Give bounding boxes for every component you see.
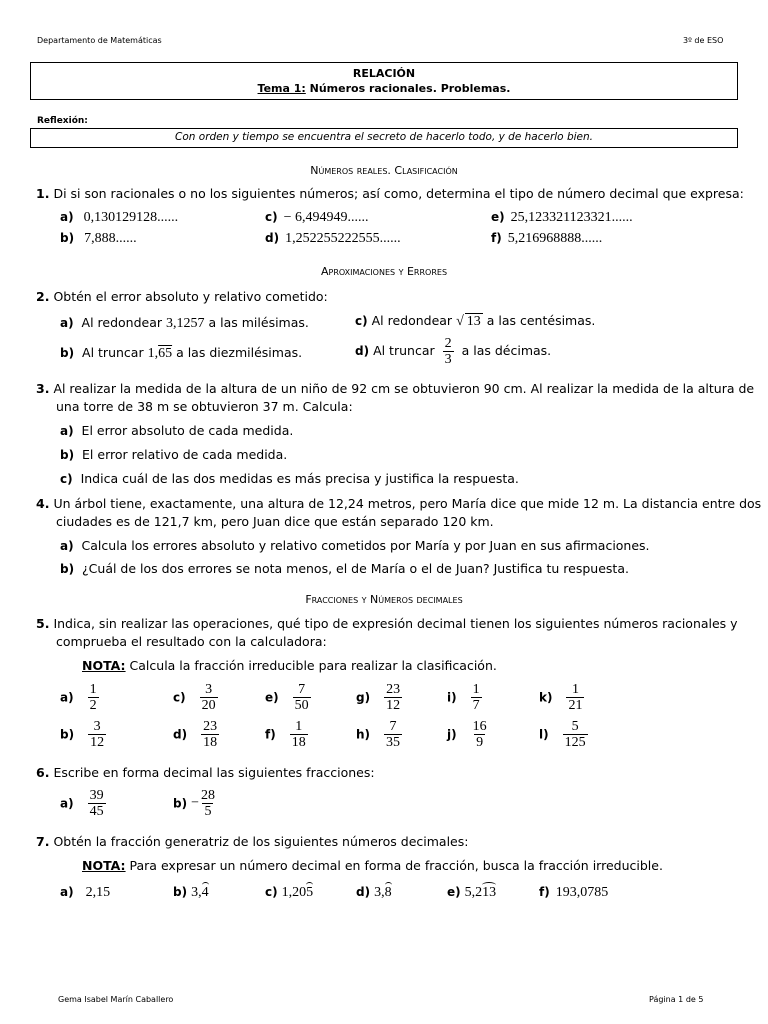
item-value: 3, — [374, 885, 385, 900]
denominator: 35 — [386, 735, 401, 750]
q4-item-b — [60, 561, 629, 576]
item-value: 1,20 — [281, 885, 307, 900]
question-4 — [36, 496, 761, 511]
title-main: RELACIÓN — [352, 67, 416, 80]
q5-fraction-item — [60, 682, 99, 713]
repeating-digits: 65 — [158, 346, 173, 361]
q5-fraction-item — [356, 682, 402, 713]
q5-fraction-item — [539, 682, 584, 713]
item-label: a) — [60, 316, 74, 330]
q3-text-line1: Al realizar la medida de la altura de un niño de 92 cm se obtuvieron 90 cm. Al realizar la medida de la altura de — [53, 381, 755, 396]
title-topic — [31, 82, 737, 95]
q2-item-c: c) Al redondear √ 13 a las centésimas. — [355, 313, 596, 329]
header-course: 3º de ESO — [683, 36, 724, 45]
q3-item-b — [60, 447, 287, 462]
q4-item-a — [60, 538, 650, 553]
numerator: 2 — [444, 336, 452, 351]
repeating-digits: 8 — [384, 885, 392, 900]
q4-text-line1: Un árbol tiene, exactamente, una altura de 12,24 metros, pero María dice que mide 12 m. La distancia entre dos — [53, 496, 762, 511]
question-1 — [36, 186, 744, 201]
item-label: a) — [60, 690, 74, 705]
section-title-approximations: Aproximaciones y Errores — [320, 265, 448, 278]
q7-note — [82, 858, 663, 873]
q5-fraction-item — [60, 719, 106, 750]
item-label: a) — [60, 424, 74, 438]
note-label: NOTA: — [82, 658, 126, 673]
item-text: Al truncar — [373, 343, 435, 358]
item-label: c) — [265, 885, 278, 899]
item-label: l) — [539, 727, 549, 742]
numerator: 3 — [205, 682, 213, 697]
item-label: b) — [60, 448, 75, 462]
item-text: Calcula los errores absoluto y relativo cometidos por María y por Juan en sus afirmaciones. — [81, 538, 650, 553]
reflexion-label: Reflexión: — [37, 116, 88, 126]
q6-item-a — [60, 788, 106, 819]
item-value: 1, — [147, 346, 159, 361]
q5-fraction-item — [447, 719, 489, 750]
denominator: 21 — [568, 698, 583, 713]
q1-item-b — [60, 230, 137, 247]
q3-item-c — [60, 471, 519, 486]
numerator: 7 — [389, 719, 397, 734]
q7-item-b — [173, 884, 209, 901]
fraction — [293, 682, 311, 713]
repeating-digits: 5 — [306, 885, 314, 900]
item-text: a las diezmilésimas. — [176, 345, 303, 360]
item-text: Al truncar — [82, 345, 144, 360]
denominator: 2 — [89, 698, 97, 713]
q5-text-line2: comprueba el resultado con la calculadora: — [56, 634, 327, 649]
q5-fraction-item — [447, 682, 482, 713]
item-label: e) — [265, 690, 279, 705]
numerator: 1 — [89, 682, 97, 697]
fraction — [88, 788, 106, 819]
question-2 — [36, 289, 328, 304]
numerator: 5 — [571, 719, 579, 734]
item-label: b) — [60, 727, 75, 742]
q3-text-line2: una torre de 38 m se obtuvieron 37 m. Calcula: — [56, 399, 353, 414]
fraction — [384, 682, 402, 713]
footer-author: Gema Isabel Marín Caballero — [58, 995, 174, 1004]
item-label: f) — [265, 727, 276, 742]
item-label: c) — [60, 472, 73, 486]
item-text: a las décimas. — [461, 343, 552, 358]
denominator: 45 — [89, 804, 104, 819]
q5-fraction-item — [173, 719, 219, 750]
item-label: a) — [60, 796, 74, 811]
item-text: El error absoluto de cada medida. — [81, 423, 294, 438]
title-box — [30, 62, 738, 100]
denominator: 50 — [294, 698, 309, 713]
topic-text: Números racionales. Problemas. — [305, 82, 511, 95]
item-label: d) — [355, 344, 370, 358]
item-label: b) — [173, 885, 188, 899]
q1-item-e — [491, 209, 633, 226]
item-label: h) — [356, 727, 371, 742]
item-label: a) — [60, 885, 74, 899]
header-department: Departamento de Matemáticas — [37, 36, 162, 45]
item-text: a las centésimas. — [486, 313, 596, 328]
q7-text: Obtén la fracción generatriz de los siguientes números decimales: — [53, 834, 469, 849]
fraction — [566, 682, 584, 713]
item-label: c) — [173, 690, 186, 705]
sqrt-value: 13 — [466, 314, 481, 329]
denominator: 9 — [476, 735, 484, 750]
minus-sign: − — [191, 795, 199, 811]
item-label: a) — [60, 539, 74, 553]
q5-fraction-item — [173, 682, 218, 713]
numerator: 7 — [298, 682, 306, 697]
item-label: j) — [447, 727, 457, 742]
item-label: e) — [491, 210, 505, 224]
q5-fraction-item — [265, 682, 311, 713]
fraction — [199, 788, 217, 819]
item-value: 0,130129128...... — [83, 210, 179, 225]
q7-item-d — [356, 884, 392, 901]
q1-text: Di si son racionales o no los siguientes números; así como, determina el tipo de número decimal que expresa: — [53, 186, 744, 201]
q5-fraction-item — [356, 719, 402, 750]
repeating-digits: 13 — [482, 885, 497, 900]
q2-number: 2. — [36, 289, 50, 304]
item-value: 25,123321123321...... — [510, 210, 633, 225]
numerator: 16 — [472, 719, 487, 734]
numerator: 1 — [295, 719, 303, 734]
item-label: e) — [447, 885, 461, 899]
q1-item-d — [265, 230, 401, 247]
item-label: c) — [265, 210, 278, 224]
q1-number: 1. — [36, 186, 50, 201]
item-value: 1,252255222555...... — [285, 231, 401, 246]
item-label: d) — [173, 727, 188, 742]
item-value: 5,216968888...... — [507, 231, 603, 246]
note-text: Para expresar un número decimal en forma de fracción, busca la fracción irreducible. — [125, 858, 663, 873]
numerator: 3 — [93, 719, 101, 734]
numerator: 1 — [472, 682, 480, 697]
q6-text: Escribe en forma decimal las siguientes fracciones: — [53, 765, 375, 780]
numerator: 23 — [386, 682, 401, 697]
fraction — [471, 719, 489, 750]
denominator: 18 — [203, 735, 218, 750]
fraction — [201, 719, 219, 750]
q1-item-f — [491, 230, 602, 247]
denominator: 12 — [386, 698, 401, 713]
q7-item-f — [539, 884, 608, 901]
item-label: b) — [60, 346, 75, 360]
item-label: i) — [447, 690, 457, 705]
q4-text-line2: ciudades es de 121,7 km, pero Juan dice que están separado 120 km. — [56, 514, 494, 529]
q2-item-d — [355, 336, 551, 367]
reflexion-box — [30, 128, 738, 148]
numerator: 39 — [89, 788, 104, 803]
item-label: b) — [60, 562, 75, 576]
q2-item-b — [60, 345, 302, 362]
item-text: Indica cuál de las dos medidas es más precisa y justifica la respuesta. — [80, 471, 519, 486]
denominator: 18 — [291, 735, 306, 750]
q1-item-c — [265, 209, 369, 226]
section-title-fractions: Fracciones y Números decimales — [305, 593, 463, 606]
q5-fraction-item — [539, 719, 588, 750]
question-7 — [36, 834, 468, 849]
q7-item-a — [60, 884, 110, 901]
q2-item-a — [60, 315, 309, 332]
fraction — [200, 682, 218, 713]
topic-label: Tema 1: — [257, 82, 306, 95]
q6-item-b — [173, 788, 217, 819]
item-text: El error relativo de cada medida. — [82, 447, 288, 462]
repeating-digits: 4 — [201, 885, 209, 900]
item-value: 3,1257 — [166, 316, 205, 331]
item-label: f) — [539, 885, 550, 899]
denominator: 7 — [472, 698, 480, 713]
denominator: 125 — [564, 735, 586, 750]
denominator: 12 — [90, 735, 105, 750]
q1-item-a — [60, 209, 178, 226]
fraction — [471, 682, 482, 713]
item-value: 3, — [191, 885, 202, 900]
q5-fraction-item — [265, 719, 308, 750]
question-6 — [36, 765, 375, 780]
q2-text: Obtén el error absoluto y relativo cometido: — [53, 289, 328, 304]
item-text: ¿Cuál de los dos errores se nota menos, el de María o el de Juan? Justifica tu respuesta. — [82, 561, 629, 576]
numerator: 28 — [200, 788, 215, 803]
section-title-real-numbers: Números reales. Clasificación — [310, 164, 458, 177]
fraction — [290, 719, 308, 750]
item-text: Al redondear — [81, 315, 163, 330]
q5-text-line1: Indica, sin realizar las operaciones, qué tipo de expresión decimal tienen los siguientes números racionales y — [53, 616, 738, 631]
q7-item-e — [447, 884, 496, 901]
q5-number: 5. — [36, 616, 50, 631]
footer-page-number: Página 1 de 5 — [649, 995, 704, 1004]
item-label: g) — [356, 690, 371, 705]
item-value: − 6,494949...... — [283, 210, 369, 225]
q3-number: 3. — [36, 381, 50, 396]
fraction — [443, 336, 454, 367]
fraction — [88, 682, 99, 713]
note-text: Calcula la fracción irreducible para realizar la clasificación. — [125, 658, 497, 673]
item-label: d) — [265, 231, 280, 245]
question-3 — [36, 381, 754, 396]
item-label: b) — [173, 796, 188, 811]
item-label: k) — [539, 690, 553, 705]
denominator: 5 — [204, 804, 212, 819]
q7-number: 7. — [36, 834, 50, 849]
fraction — [88, 719, 106, 750]
q4-number: 4. — [36, 496, 50, 511]
fraction — [563, 719, 588, 750]
item-value: 193,0785 — [555, 885, 609, 900]
item-text: Al redondear — [371, 313, 453, 328]
note-label: NOTA: — [82, 858, 126, 873]
q7-item-c — [265, 884, 313, 901]
numerator: 23 — [203, 719, 218, 734]
item-text: a las milésimas. — [208, 315, 309, 330]
item-value: 5,2 — [464, 885, 483, 900]
item-label: b) — [60, 231, 75, 245]
q5-note — [82, 658, 497, 673]
numerator: 1 — [571, 682, 579, 697]
item-value: 2,15 — [85, 885, 111, 900]
denominator: 20 — [201, 698, 216, 713]
reflexion-quote: Con orden y tiempo se encuentra el secreto de hacerlo todo, y de hacerlo bien. — [175, 131, 593, 143]
item-label: a) — [60, 210, 74, 224]
denominator: 3 — [444, 352, 452, 367]
item-label: c) — [355, 314, 368, 328]
item-label: f) — [491, 231, 502, 245]
item-value: 7,888...... — [84, 231, 137, 246]
item-label: d) — [356, 885, 371, 899]
fraction — [384, 719, 402, 750]
q3-item-a — [60, 423, 293, 438]
question-5 — [36, 616, 738, 631]
q6-number: 6. — [36, 765, 50, 780]
